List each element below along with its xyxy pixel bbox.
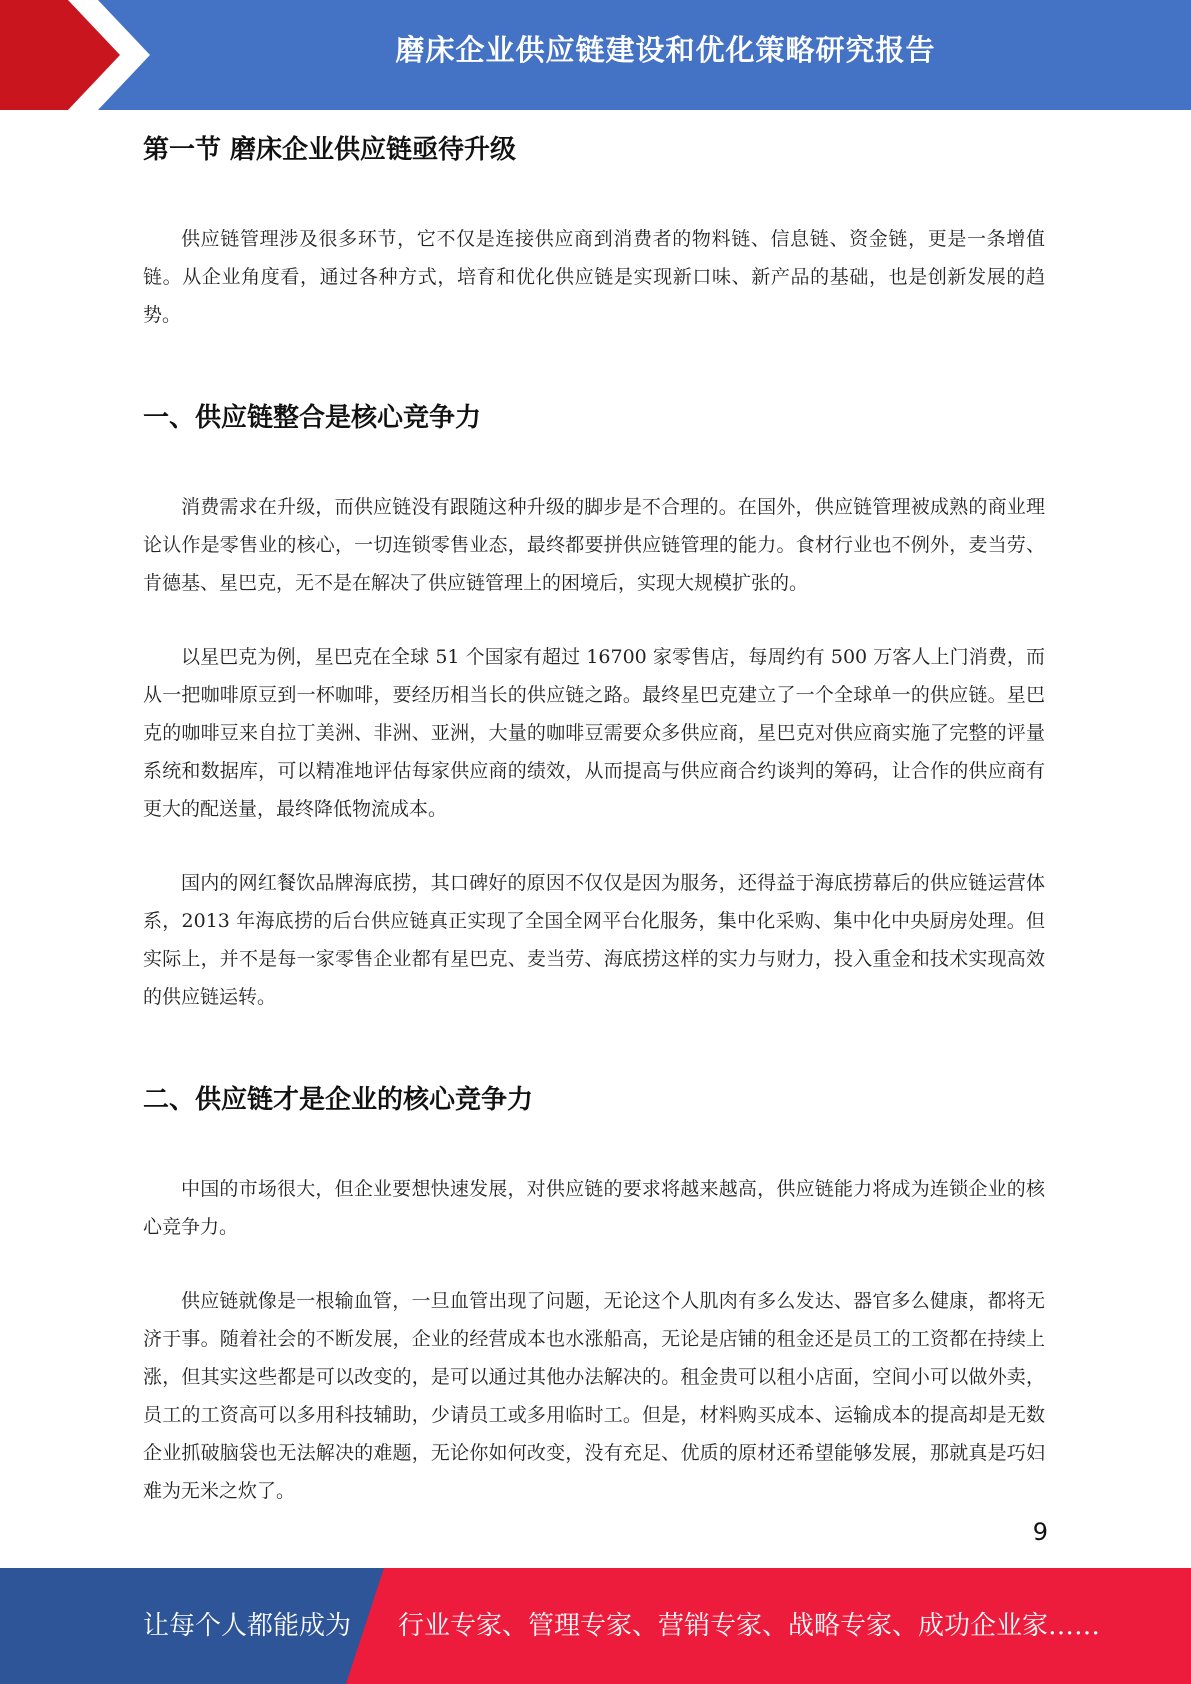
- page-number: 9: [1032, 1518, 1048, 1546]
- page-content: [143, 128, 1045, 1546]
- footer-slogan-left: 让每个人都能成为: [143, 1611, 352, 1641]
- footer-slogan-right: 行业专家、管理专家、营销专家、战略专家、成功企业家……: [398, 1611, 1101, 1641]
- part2-paragraph-1: 中国的市场很大，但企业要想快速发展，对供应链的要求将越来越高，供应链能力将成为连锁企业的核心竞争力。: [143, 1178, 1045, 1238]
- section-title: 第一节 磨床企业供应链亟待升级: [143, 135, 517, 165]
- part1-paragraph-1: 消费需求在升级，而供应链没有跟随这种升级的脚步是不合理的。在国外，供应链管理被成熟的商业理论认作是零售业的核心，一切连锁零售业态，最终都要拼供应链管理的能力。食材行业也不例外，麦当劳、肯德基、星巴克，无不是在解决了供应链管理上的困境后，实现大规模扩张的。: [143, 496, 1045, 594]
- page-footer: [0, 1568, 1191, 1684]
- part1-paragraph-2: 以星巴克为例，星巴克在全球 51 个国家有超过 16700 家零售店，每周约有 500 万客人上门消费，而从一把咖啡原豆到一杯咖啡，要经历相当长的供应链之路。最终星巴克建立了一个全球单一的供应链。星巴克的咖啡豆来自拉丁美洲、非洲、亚洲，大量的咖啡豆需要众多供应商，星巴克对供应商实施了完整的评量系统和数据库，可以精准地评估每家供应商的绩效，从而提高与供应商合约谈判的筹码，让合作的供应商有更大的配送量，最终降低物流成本。: [143, 646, 1045, 820]
- part2-heading: 二、供应链才是企业的核心竞争力: [143, 1085, 534, 1115]
- part1-paragraph-3: 国内的网红餐饮品牌海底捞，其口碑好的原因不仅仅是因为服务，还得益于海底捞幕后的供应链运营体系，2013 年海底捞的后台供应链真正实现了全国全网平台化服务，集中化采购、集中化中央厨房处理。但实际上，并不是每一家零售企业都有星巴克、麦当劳、海底捞这样的实力与财力，投入重金和技术实现高效的供应链运转。: [143, 872, 1045, 1008]
- part1-heading: 一、供应链整合是核心竞争力: [143, 403, 482, 433]
- header-chevron-decoration: [0, 0, 160, 110]
- page-header: [0, 0, 1191, 110]
- part2-paragraph-2: 供应链就像是一根输血管，一旦血管出现了问题，无论这个人肌肉有多么发达、器官多么健康，都将无济于事。随着社会的不断发展，企业的经营成本也水涨船高，无论是店铺的租金还是员工的工资都在持续上涨，但其实这些都是可以改变的，是可以通过其他办法解决的。租金贵可以租小店面，空间小可以做外卖，员工的工资高可以多用科技辅助，少请员工或多用临时工。但是，材料购买成本、运输成本的提高却是无数企业抓破脑袋也无法解决的难题，无论你如何改变，没有充足、优质的原材还希望能够发展，那就真是巧妇难为无米之炊了。: [143, 1290, 1045, 1502]
- section-intro-paragraph: 供应链管理涉及很多环节，它不仅是连接供应商到消费者的物料链、信息链、资金链，更是一条增值链。从企业角度看，通过各种方式，培育和优化供应链是实现新口味、新产品的基础，也是创新发展的趋势。: [143, 228, 1045, 326]
- report-title: 磨床企业供应链建设和优化策略研究报告: [395, 33, 936, 67]
